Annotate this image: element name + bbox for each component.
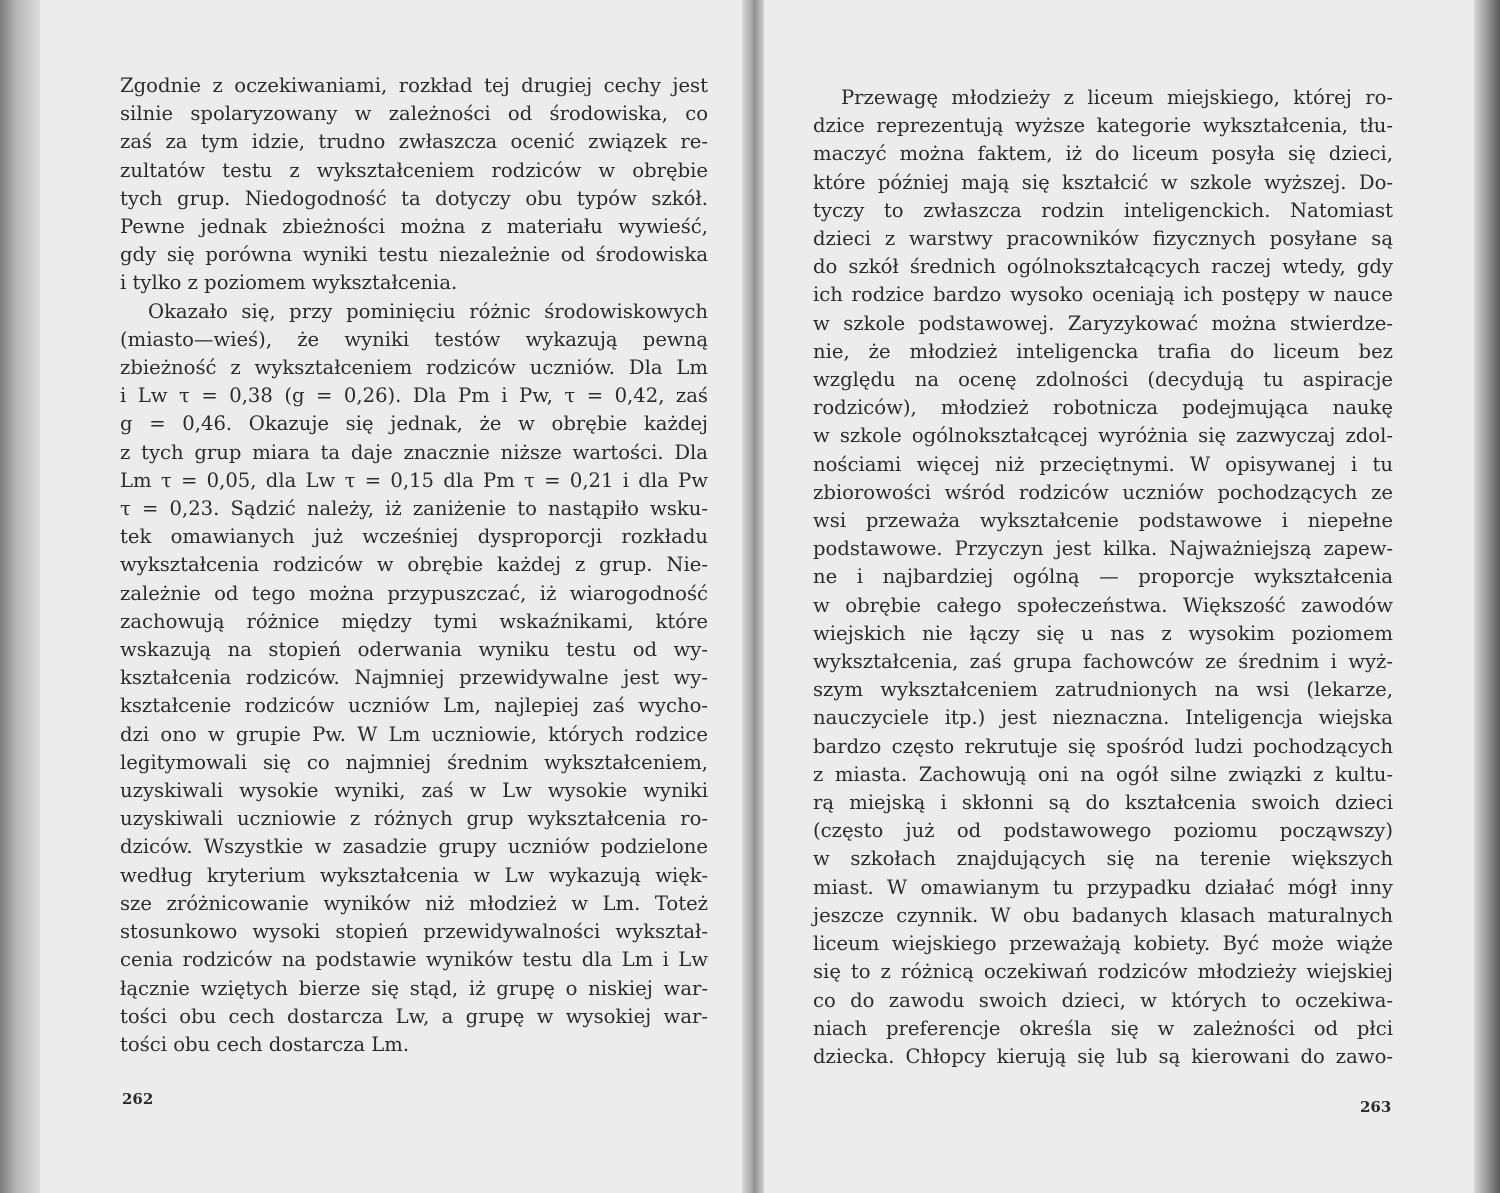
text-line: stosunkowo wysoki stopień przewidywalności wykształ- (120, 920, 708, 944)
text-line: Pewne jednak zbieżności można z materiału wywieść, (120, 215, 708, 239)
right-page-text (813, 84, 1393, 1071)
text-line: zaś za tym idzie, trudno zwłaszcza ocenić związek re- (120, 130, 708, 154)
text-line: dzice reprezentują wyższe kategorie wykształcenia, tłu- (813, 114, 1393, 138)
text-line: tości obu cech dostarcza Lm. (120, 1032, 410, 1056)
page-number-left: 262 (122, 1090, 154, 1108)
text-line: rą miejską i skłonni są do kształcenia swoich dzieci (813, 791, 1393, 815)
text-line: tek omawianych już wcześniej dysproporcji rozkładu (120, 525, 708, 549)
text-line: tych grup. Niedogodność ta dotyczy obu typów szkół. (120, 186, 708, 210)
text-line: zbieżność z wykształceniem rodziców uczniów. Dla Lm (120, 356, 708, 380)
text-line: liceum wiejskiego przeważają kobiety. Być może wiąże (813, 932, 1393, 956)
text-line: τ = 0,23. Sądzić należy, iż zaniżenie to nastąpiło wsku- (120, 497, 708, 521)
text-line: nauczyciele itp.) jest nieznaczna. Inteligencja wiejska (813, 706, 1393, 730)
text-line: które później mają się kształcić w szkole wyższej. Do- (813, 170, 1393, 194)
text-line: zbiorowości wśród rodziców uczniów pochodzących ze (813, 480, 1393, 504)
text-line: zachowują różnice między tymi wskaźnikami, które (120, 609, 708, 633)
text-line: nie, że młodzież inteligencka trafia do liceum bez (813, 339, 1393, 363)
text-line: kształcenie rodziców uczniów Lm, najlepiej zaś wycho- (120, 694, 708, 718)
text-line: i Lw τ = 0,38 (g = 0,26). Dla Pm i Pw, τ = 0,42, zaś (120, 384, 708, 408)
text-line: tyczy to zwłaszcza rodzin inteligenckich. Natomiast (813, 198, 1393, 222)
text-line: legitymowali się co najmniej średnim wykształceniem, (120, 750, 708, 774)
text-line: dziecka. Chłopcy kierują się lub są kierowani do zawo- (813, 1044, 1393, 1068)
text-line: według kryterium wykształcenia w Lw wykazują więk- (120, 863, 708, 887)
text-line: w obrębie całego społeczeństwa. Większość zawodów (813, 593, 1393, 617)
book-gutter (742, 0, 764, 1193)
text-line: cenia rodziców na podstawie wyników testu dla Lm i Lw (120, 948, 708, 972)
text-line: Zgodnie z oczekiwaniami, rozkład tej drugiej cechy jest (120, 74, 708, 97)
text-line: wykształcenia rodziców w obrębie każdej z grup. Nie- (120, 553, 708, 577)
text-line: sze zróżnicowanie wyników niż młodzież w Lm. Toteż (120, 891, 708, 915)
text-line: kształcenia rodziców. Najmniej przewidywalne jest wy- (120, 666, 708, 690)
text-line: dziców. Wszystkie w zasadzie grupy uczniów podzielone (120, 835, 708, 859)
text-line: dzieci z warstwy pracowników fizycznych posyłane są (813, 227, 1393, 251)
text-line: jeszcze czynnik. W obu badanych klasach maturalnych (813, 903, 1393, 927)
text-line: Lm τ = 0,05, dla Lw τ = 0,15 dla Pm τ = 0,21 i dla Pw (120, 468, 708, 492)
text-line: wsi przeważa wykształcenie podstawowe i niepełne (813, 509, 1393, 533)
text-line: gdy się porówna wyniki testu niezależnie od środowiska (120, 243, 708, 267)
text-line: w szkole podstawowej. Zaryzykować można stwierdze- (813, 311, 1393, 335)
text-line: uzyskiwali wysokie wyniki, zaś w Lw wysokie wyniki (120, 779, 708, 803)
text-line: ich rodzice bardzo wysoko oceniają ich postępy w nauce (813, 283, 1393, 307)
text-line: niach preferencje określa się w zależności od płci (813, 1016, 1393, 1040)
text-line: tości obu cech dostarcza Lw, a grupę w wysokiej war- (120, 1004, 708, 1028)
text-line: g = 0,46. Okazuje się jednak, że w obrębie każdej (120, 412, 708, 436)
text-line: się to z różnicą oczekiwań rodziców młodzieży wiejskiej (813, 960, 1393, 984)
text-line: (miasto—wieś), że wyniki testów wykazują pewną (120, 327, 708, 351)
text-line: wykształcenia, zaś grupa fachowców ze średnim i wyż- (813, 650, 1393, 674)
page-number-right: 263 (1360, 1098, 1392, 1116)
text-line: maczyć można faktem, iż do liceum posyła się dzieci, (813, 142, 1393, 166)
right-page-edge (1474, 0, 1500, 1193)
text-line: zultatów testu z wykształceniem rodziców w obrębie (120, 158, 708, 182)
text-line: zależnie od tego można przypuszczać, iż wiarogodność (120, 581, 708, 605)
text-line: rodziców), młodzież robotnicza podejmująca naukę (813, 396, 1393, 420)
text-line: łącznie wziętych bierze się stąd, iż grupę o niskiej war- (120, 976, 708, 1000)
text-line: ne i najbardziej ogólną — proporcje wykształcenia (813, 565, 1393, 589)
text-line: podstawowe. Przyczyn jest kilka. Najważniejszą zapew- (813, 537, 1393, 561)
text-line: (często już od podstawowego poziomu począwszy) (813, 819, 1393, 843)
text-line: do szkół średnich ogólnokształcących raczej wtedy, gdy (813, 255, 1393, 279)
text-line: bardzo często rekrutuje się spośród ludzi pochodzących (813, 734, 1393, 758)
text-line: nościami więcej niż przeciętnymi. W opisywanej i tu (813, 452, 1393, 476)
text-line: z tych grup miara ta daje znacznie niższe wartości. Dla (120, 440, 708, 464)
text-line: względu na ocenę zdolności (decydują tu aspiracje (813, 368, 1393, 392)
text-line: i tylko z poziomem wykształcenia. (120, 271, 458, 295)
left-page-text (120, 72, 708, 1059)
text-line: szym wykształceniem zatrudnionych na wsi (lekarze, (813, 678, 1393, 702)
text-line: z miasta. Zachowują oni na ogół silne związki z kultu- (813, 762, 1393, 786)
text-line: w szkole ogólnokształcącej wyróżnia się zazwyczaj zdol- (813, 424, 1393, 448)
text-line: miast. W omawianym tu przypadku działać mógł inny (813, 875, 1393, 899)
text-line: w szkołach znajdujących się na terenie większych (813, 847, 1393, 871)
text-line: wskazują na stopień oderwania wyniku testu od wy- (120, 638, 708, 662)
text-line: co do zawodu swoich dzieci, w których to oczekiwa- (813, 988, 1393, 1012)
text-line: wiejskich nie łączy się u nas z wysokim poziomem (813, 621, 1393, 645)
text-line: dzi ono w grupie Pw. W Lm uczniowie, których rodzice (120, 722, 708, 746)
text-line: silnie spolaryzowany w zależności od środowiska, co (120, 102, 708, 126)
left-page-edge (0, 0, 40, 1193)
text-line: uzyskiwali uczniowie z różnych grup wykształcenia ro- (120, 807, 708, 831)
text-line: Okazało się, przy pominięciu różnic środowiskowych (148, 299, 708, 323)
text-line: Przewagę młodzieży z liceum miejskiego, której ro- (841, 86, 1393, 109)
